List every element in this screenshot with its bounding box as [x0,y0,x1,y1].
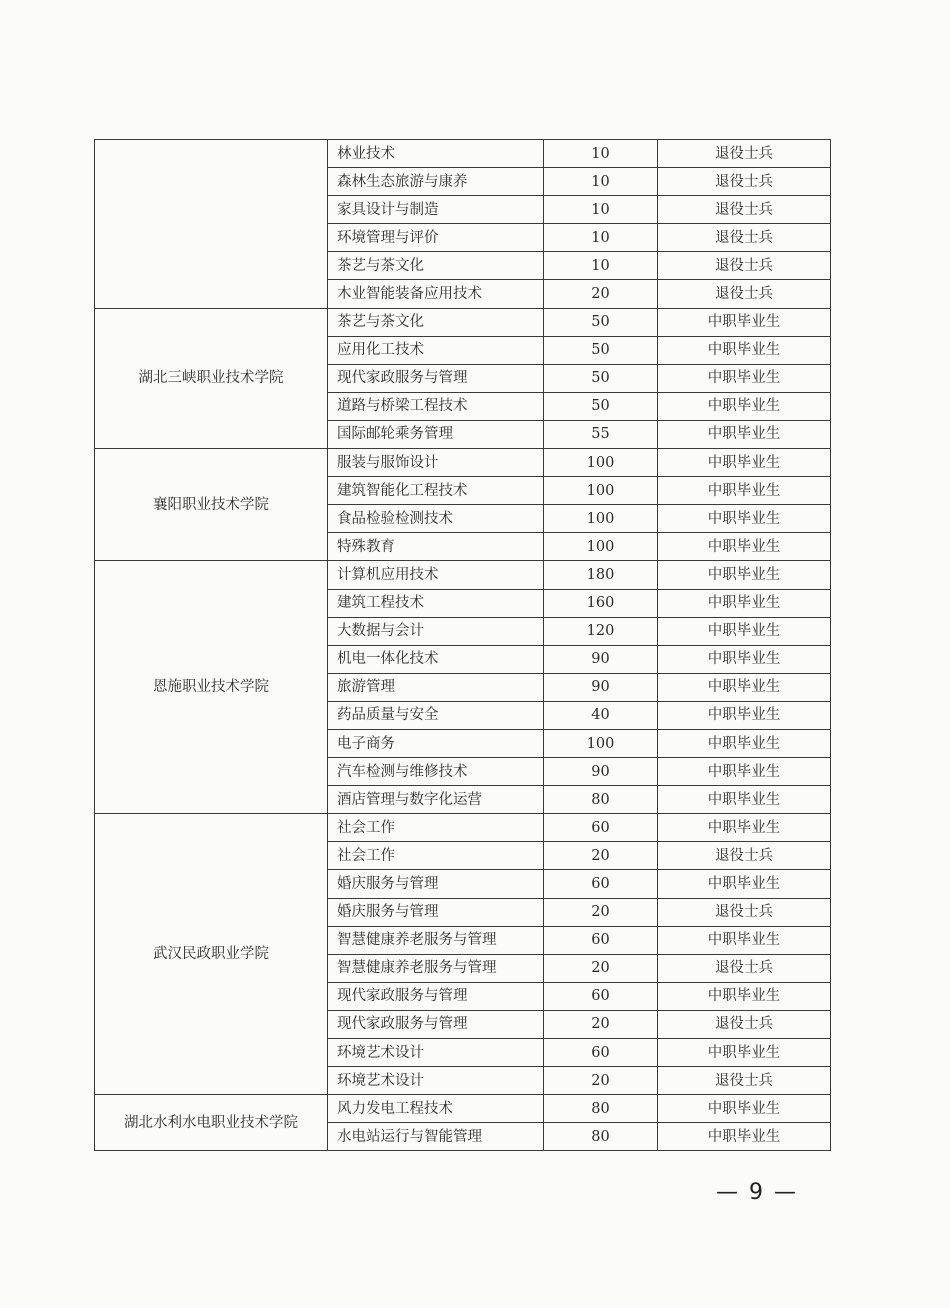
major-cell: 智慧健康养老服务与管理 [328,954,544,982]
quota-cell: 90 [544,758,658,786]
major-cell: 木业智能装备应用技术 [328,280,544,308]
quota-cell: 20 [544,842,658,870]
enrollee-type-cell: 退役士兵 [658,196,831,224]
school-name-cell: 湖北水利水电职业技术学院 [95,1095,328,1151]
quota-cell: 100 [544,449,658,477]
enrollee-type-cell: 中职毕业生 [658,364,831,392]
quota-cell: 60 [544,1039,658,1067]
quota-cell: 50 [544,392,658,420]
quota-cell: 10 [544,252,658,280]
enrollee-type-cell: 退役士兵 [658,842,831,870]
enrollee-type-cell: 退役士兵 [658,898,831,926]
enrollee-type-cell: 中职毕业生 [658,449,831,477]
enrollee-type-cell: 中职毕业生 [658,336,831,364]
table-row [95,308,831,336]
school-name-cell: 武汉民政职业学院 [95,814,328,1095]
major-cell: 环境管理与评价 [328,224,544,252]
enrollee-type-cell: 中职毕业生 [658,814,831,842]
enrollee-type-cell: 中职毕业生 [658,561,831,589]
quota-cell: 90 [544,645,658,673]
table-row [95,449,831,477]
major-cell: 社会工作 [328,814,544,842]
enrollee-type-cell: 退役士兵 [658,140,831,168]
quota-cell: 10 [544,196,658,224]
table-row [95,1095,831,1123]
quota-cell: 60 [544,982,658,1010]
major-cell: 现代家政服务与管理 [328,982,544,1010]
major-cell: 社会工作 [328,842,544,870]
enrollee-type-cell: 中职毕业生 [658,673,831,701]
major-cell: 食品检验检测技术 [328,505,544,533]
major-cell: 茶艺与茶文化 [328,308,544,336]
major-cell: 家具设计与制造 [328,196,544,224]
enrollee-type-cell: 中职毕业生 [658,420,831,448]
enrollee-type-cell: 中职毕业生 [658,505,831,533]
quota-cell: 10 [544,168,658,196]
major-cell: 服装与服饰设计 [328,449,544,477]
quota-cell: 100 [544,533,658,561]
major-cell: 森林生态旅游与康养 [328,168,544,196]
enrollee-type-cell: 退役士兵 [658,954,831,982]
major-cell: 特殊教育 [328,533,544,561]
enrollee-type-cell: 中职毕业生 [658,870,831,898]
quota-cell: 10 [544,140,658,168]
enrollee-type-cell: 退役士兵 [658,224,831,252]
major-cell: 现代家政服务与管理 [328,364,544,392]
table-row [95,561,831,589]
major-cell: 水电站运行与智能管理 [328,1123,544,1151]
major-cell: 药品质量与安全 [328,701,544,729]
enrollee-type-cell: 退役士兵 [658,168,831,196]
major-cell: 酒店管理与数字化运营 [328,786,544,814]
quota-cell: 50 [544,308,658,336]
table-row [95,140,831,168]
enrollee-type-cell: 中职毕业生 [658,308,831,336]
major-cell: 风力发电工程技术 [328,1095,544,1123]
enrollee-type-cell: 中职毕业生 [658,533,831,561]
enrollee-type-cell: 中职毕业生 [658,477,831,505]
quota-cell: 20 [544,280,658,308]
quota-cell: 20 [544,1067,658,1095]
enrollee-type-cell: 中职毕业生 [658,926,831,954]
enrollment-table-body [95,140,831,1151]
quota-cell: 50 [544,336,658,364]
school-name-cell: 湖北三峡职业技术学院 [95,308,328,448]
quota-cell: 160 [544,589,658,617]
quota-cell: 10 [544,224,658,252]
enrollee-type-cell: 中职毕业生 [658,729,831,757]
enrollee-type-cell: 退役士兵 [658,1067,831,1095]
enrollee-type-cell: 中职毕业生 [658,786,831,814]
quota-cell: 20 [544,898,658,926]
school-name-cell: 襄阳职业技术学院 [95,449,328,561]
enrollee-type-cell: 退役士兵 [658,252,831,280]
quota-cell: 180 [544,561,658,589]
quota-cell: 40 [544,701,658,729]
school-name-cell: 恩施职业技术学院 [95,561,328,814]
major-cell: 环境艺术设计 [328,1067,544,1095]
enrollment-table-container [94,139,831,1151]
major-cell: 林业技术 [328,140,544,168]
major-cell: 汽车检测与维修技术 [328,758,544,786]
quota-cell: 80 [544,786,658,814]
major-cell: 环境艺术设计 [328,1039,544,1067]
major-cell: 应用化工技术 [328,336,544,364]
quota-cell: 120 [544,617,658,645]
major-cell: 婚庆服务与管理 [328,870,544,898]
major-cell: 建筑工程技术 [328,589,544,617]
quota-cell: 80 [544,1123,658,1151]
major-cell: 建筑智能化工程技术 [328,477,544,505]
major-cell: 道路与桥梁工程技术 [328,392,544,420]
enrollee-type-cell: 中职毕业生 [658,758,831,786]
quota-cell: 80 [544,1095,658,1123]
enrollee-type-cell: 中职毕业生 [658,701,831,729]
page-number: — 9 — [716,1180,798,1205]
major-cell: 现代家政服务与管理 [328,1010,544,1038]
quota-cell: 60 [544,814,658,842]
quota-cell: 50 [544,364,658,392]
major-cell: 计算机应用技术 [328,561,544,589]
enrollee-type-cell: 中职毕业生 [658,1123,831,1151]
enrollee-type-cell: 中职毕业生 [658,1039,831,1067]
quota-cell: 20 [544,954,658,982]
major-cell: 婚庆服务与管理 [328,898,544,926]
major-cell: 旅游管理 [328,673,544,701]
quota-cell: 20 [544,1010,658,1038]
enrollment-table [94,139,831,1151]
enrollee-type-cell: 中职毕业生 [658,617,831,645]
quota-cell: 90 [544,673,658,701]
enrollee-type-cell: 中职毕业生 [658,645,831,673]
major-cell: 电子商务 [328,729,544,757]
quota-cell: 55 [544,420,658,448]
quota-cell: 100 [544,505,658,533]
table-row [95,814,831,842]
quota-cell: 60 [544,926,658,954]
enrollee-type-cell: 中职毕业生 [658,982,831,1010]
quota-cell: 100 [544,477,658,505]
quota-cell: 60 [544,870,658,898]
major-cell: 智慧健康养老服务与管理 [328,926,544,954]
major-cell: 国际邮轮乘务管理 [328,420,544,448]
school-name-cell [95,140,328,309]
enrollee-type-cell: 中职毕业生 [658,1095,831,1123]
quota-cell: 100 [544,729,658,757]
enrollee-type-cell: 退役士兵 [658,280,831,308]
enrollee-type-cell: 中职毕业生 [658,392,831,420]
major-cell: 大数据与会计 [328,617,544,645]
enrollee-type-cell: 中职毕业生 [658,589,831,617]
major-cell: 机电一体化技术 [328,645,544,673]
enrollee-type-cell: 退役士兵 [658,1010,831,1038]
major-cell: 茶艺与茶文化 [328,252,544,280]
